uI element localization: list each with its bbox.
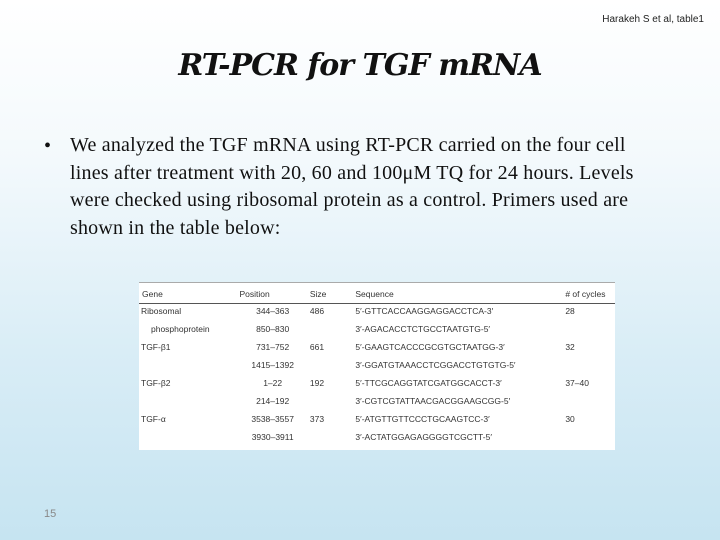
cell-gene: TGF-β2 xyxy=(141,378,171,388)
cell-sequence: 3′-ACTATGGAGAGGGGTCGCTT-5′ xyxy=(355,432,492,442)
table-row xyxy=(139,340,615,358)
cell-position: 344–363 xyxy=(256,306,290,316)
cell-sequence: 5′-ATGTTGTTCCCTGCAAGTCC-3′ xyxy=(355,414,490,424)
cell-sequence: 5′-GTTCACCAAGGAGGACCTCA-3′ xyxy=(355,306,494,316)
cell-sequence: 5′-TTCGCAGGTATCGATGGCACCT-3′ xyxy=(355,378,502,388)
table-row xyxy=(139,430,615,448)
cell-gene xyxy=(139,430,237,448)
cell-gene: TGF-β1 xyxy=(141,342,171,352)
cell-sequence: 3′-AGACACCTCTGCCTAATGTG-5′ xyxy=(355,324,491,334)
cell-size: 661 xyxy=(309,342,325,352)
cell-position: 3538–3557 xyxy=(251,414,294,424)
cell-position: 850–830 xyxy=(256,324,290,334)
table-row xyxy=(139,358,615,376)
header-size: Size xyxy=(308,283,354,304)
header-cycles: # of cycles xyxy=(563,283,615,304)
cell-size xyxy=(308,430,354,448)
bullet-text: We analyzed the TGF mRNA using RT-PCR carried on the four cell lines after treatment with 20, 60 and 100μM TQ for 24 hours. Levels were checked using ribosomal protein as a control. Primers used are shown in the table below: xyxy=(70,134,634,239)
table-row xyxy=(139,412,615,430)
bullet-item xyxy=(44,132,664,242)
table-row xyxy=(139,322,615,340)
slide-number: 15 xyxy=(44,508,57,520)
cell-cycles xyxy=(563,358,615,376)
cell-cycles xyxy=(563,394,615,412)
cell-sequence: 5′-GAAGTCACCCGCGTGCTAATGG-3′ xyxy=(355,342,505,352)
bullet-icon: • xyxy=(44,135,52,157)
slide-title: RT-PCR for TGF mRNA xyxy=(178,48,542,83)
cell-gene xyxy=(139,358,237,376)
cell-position: 1–22 xyxy=(263,378,283,388)
table-row xyxy=(139,304,615,323)
cell-gene xyxy=(139,394,237,412)
header-position: Position xyxy=(237,283,307,304)
cell-cycles: 32 xyxy=(565,342,575,352)
table-row xyxy=(139,376,615,394)
cell-gene: TGF-α xyxy=(141,414,166,424)
cell-cycles: 30 xyxy=(565,414,575,424)
header-sequence: Sequence xyxy=(353,283,563,304)
cell-size: 192 xyxy=(309,378,325,388)
table-header-row xyxy=(139,283,615,304)
cell-sequence: 3′-GGATGTAAACCTCGGACCTGTGTG-5′ xyxy=(355,360,516,370)
cell-cycles: 28 xyxy=(565,306,575,316)
cell-size xyxy=(308,322,354,340)
cell-sequence: 3′-CGTCGTATTAACGACGGAAGCGG-5′ xyxy=(355,396,511,406)
cell-cycles xyxy=(563,322,615,340)
cell-position: 214–192 xyxy=(256,396,290,406)
cell-gene: phosphoprotein xyxy=(151,324,210,334)
table-row xyxy=(139,394,615,412)
cell-position: 731–752 xyxy=(256,342,290,352)
header-gene: Gene xyxy=(139,283,237,304)
cell-size: 373 xyxy=(309,414,325,424)
cell-size xyxy=(308,358,354,376)
cell-size: 486 xyxy=(309,306,325,316)
cell-position: 3930–3911 xyxy=(251,432,294,442)
cell-cycles xyxy=(563,430,615,448)
cell-gene: Ribosomal xyxy=(141,306,182,316)
primer-table xyxy=(139,282,615,450)
citation: Harakeh S et al, table1 xyxy=(602,14,704,25)
cell-cycles: 37–40 xyxy=(565,378,589,388)
cell-position: 1415–1392 xyxy=(251,360,294,370)
cell-size xyxy=(308,394,354,412)
